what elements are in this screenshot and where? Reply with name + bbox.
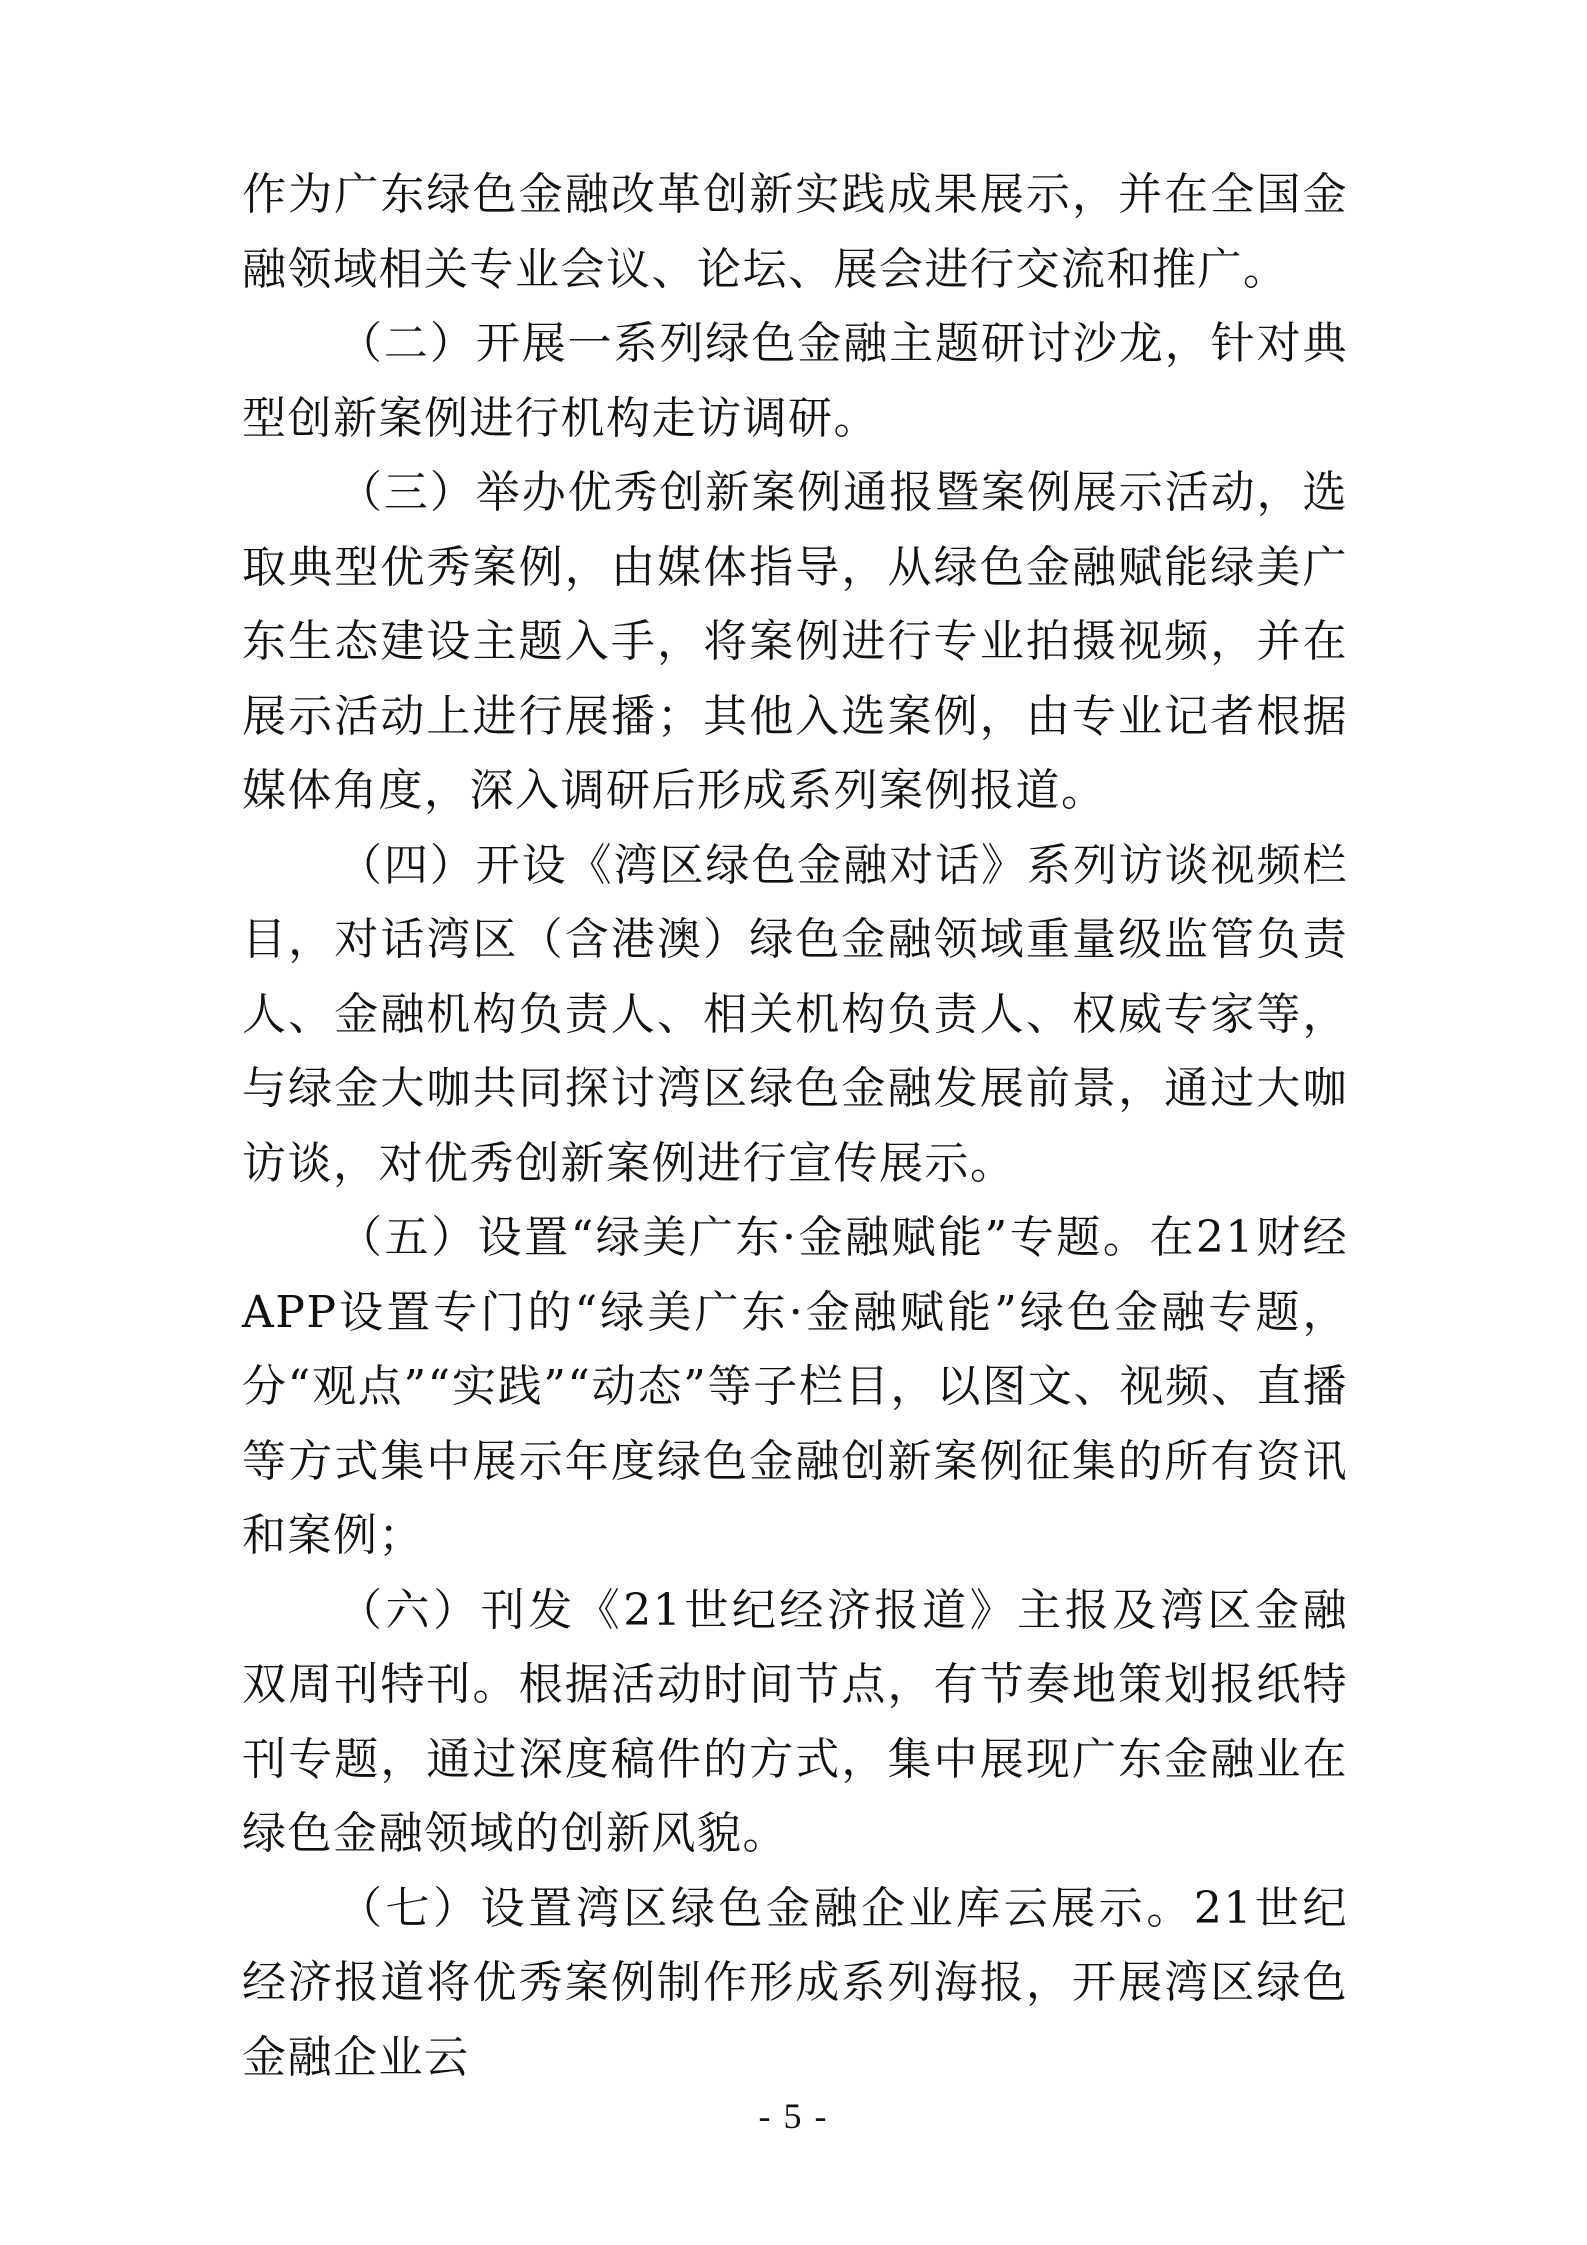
paragraph-item-5: （五）设置“绿美广东·金融赋能”专题。在21财经APP设置专门的“绿美广东·金融赋能”绿色金融专题，分“观点”“实践”“动态”等子栏目，以图文、视频、直播等方式集中展示年度绿色金融创新案例征集的所有资讯和案例；: [242, 1212, 1348, 1561]
page-number: - 5 -: [758, 2096, 829, 2136]
paragraph-item-3: （三）举办优秀创新案例通报暨案例展示活动，选取典型优秀案例，由媒体指导，从绿色金融赋能绿美广东生态建设主题入手，将案例进行专业拍摄视频，并在展示活动上进行展播；其他入选案例，由专业记者根据媒体角度，深入调研后形成系列案例报道。: [242, 467, 1348, 816]
paragraph-item-4: （四）开设《湾区绿色金融对话》系列访谈视频栏目，对话湾区（含港澳）绿色金融领域重量级监管负责人、金融机构负责人、相关机构负责人、权威专家等，与绿金大咖共同探讨湾区绿色金融发展前景，通过大咖访谈，对优秀创新案例进行宣传展示。: [242, 839, 1348, 1189]
paragraph-item-7: （七）设置湾区绿色金融企业库云展示。21世纪经济报道将优秀案例制作形成系列海报，开展湾区绿色金融企业云: [242, 1882, 1348, 2083]
document-body: [242, 158, 1348, 2095]
paragraph-item-2: （二）开展一系列绿色金融主题研讨沙龙，针对典型创新案例进行机构走访调研。: [242, 318, 1348, 444]
paragraph-item-6: （六）刊发《21世纪经济报道》主报及湾区金融双周刊特刊。根据活动时间节点，有节奏地策划报纸特刊专题，通过深度稿件的方式，集中展现广东金融业在绿色金融领域的创新风貌。: [242, 1584, 1348, 1859]
paragraph-continuation: 作为广东绿色金融改革创新实践成果展示，并在全国金融领域相关专业会议、论坛、展会进行交流和推广。: [242, 169, 1348, 295]
